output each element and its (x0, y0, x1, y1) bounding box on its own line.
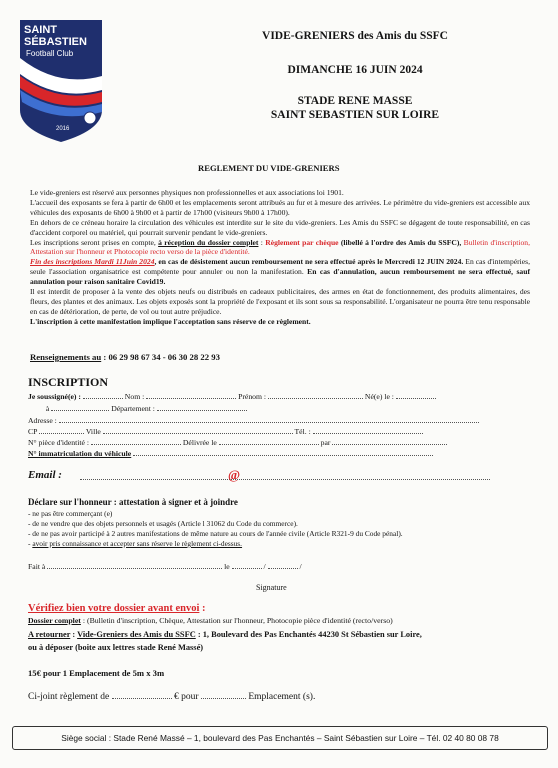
date-slash-1: / (263, 562, 266, 571)
field-ville[interactable] (103, 426, 293, 434)
declaration-last-prefix: - (28, 539, 33, 548)
prenom-label: Prénom : (238, 392, 267, 401)
retourner-org: Vide-Greniers des Amis du SSFC (77, 630, 196, 639)
logo-line1: SAINT (24, 24, 57, 36)
verify-text: Vérifiez bien votre dossier avant envoi (28, 603, 200, 614)
logo-line2: SÉBASTIEN (24, 36, 87, 48)
retourner-sep: : (70, 630, 78, 639)
par-label: par (320, 438, 331, 447)
tel-label: Tél. : (294, 427, 311, 436)
dossier-retourner (28, 630, 538, 639)
field-prenom[interactable] (268, 391, 363, 399)
event-venue: STADE RENE MASSE (297, 95, 413, 107)
je-soussigne-label: Je soussigné(e) : (28, 392, 81, 401)
footer-text: Siège social : Stade René Massé – 1, boulevard des Pas Enchantés – Saint Sébastien sur Loire – Tél. 02 40 80 08 78 (61, 733, 499, 743)
verify-heading (28, 603, 206, 614)
field-nom[interactable] (146, 391, 236, 399)
fait-a-label: Fait à (28, 562, 46, 571)
footer-box (12, 726, 548, 750)
piece-label: N° pièce d'identité : (28, 438, 90, 447)
cijoint-c: Emplacement (s). (248, 692, 316, 702)
retourner-addr: : 1, Boulevard des Pas Enchantés 44230 St Sébastien sur Loire, (195, 630, 422, 639)
rules-p5 (30, 257, 530, 287)
dossier-complet-label: Dossier complet (28, 616, 81, 625)
ne-le-label: Né(e) le : (364, 392, 394, 401)
field-tel[interactable] (313, 426, 423, 434)
rules-p4-d: Règlement par chèque (265, 237, 339, 247)
declaration-item (28, 539, 533, 549)
price-line: 15€ pour 1 Emplacement de 5m x 3m (28, 668, 165, 678)
rules-p4-f: Bulletin d'inscription, Attestation sur l'honneur et Photocopie recto verso de la pièce d'identité. (30, 237, 530, 257)
declaration-item: - de ne vendre que des objets personnels et usagés (Article l 31062 du Code du commerce). (28, 519, 298, 528)
event-date: DIMANCHE 16 JUIN 2024 (287, 64, 423, 76)
cp-label: CP (28, 427, 38, 436)
field-soussigne[interactable] (83, 391, 123, 399)
rules-p2: L'accueil des exposants se fera à partir de 6h00 et les emplacements seront attribués au fur et à mesure des arrivées. Le périmètre du vide-greniers est accessible aux véhicules des exposants de 6h00 à 9h00 et à partir de 17h00 (visiteurs 9h00 à 17h00). (30, 197, 530, 217)
rules-p5-b: , en cas de désistement aucun remboursement ne sera effectué après le Mercredi 12 JUIN 2024. (154, 257, 464, 267)
field-delivree[interactable] (219, 437, 319, 445)
row-fait-a (28, 561, 533, 571)
row-immat (28, 448, 533, 458)
declaration-item: - de ne pas avoir participé à 2 autres manifestations de même nature au cours de l'année civile (Article R321-9 du Code pénal). (28, 529, 403, 538)
verify-colon: : (199, 603, 206, 614)
field-montant[interactable] (112, 690, 172, 699)
rules-p6: Il est interdit de proposer à la vente des objets neufs ou distribués en cadeaux publicitaires, des armes en état de fonctionnement, des produits alimentaires, des fleurs, des plantes et des animaux. Les objets exposés sont la propriété de l'exposant et ils sont sous sa responsabilité. L'organisateur ne pourra être tenu responsable en cas de détérioration, de perte, de vol ou tout autre préjudice. (30, 287, 530, 316)
date-slash-2: / (299, 562, 302, 571)
signature-label: Signature (256, 583, 287, 592)
field-a[interactable] (51, 403, 109, 411)
declaration-last: avoir pris connaissance et accepter sans réserve le règlement ci-dessus. (32, 539, 243, 548)
field-fait-a[interactable] (47, 561, 222, 569)
field-cp[interactable] (39, 426, 84, 434)
dossier-complet (28, 616, 538, 625)
row-piece (28, 437, 533, 447)
field-adresse[interactable] (59, 415, 479, 423)
rules-title: REGLEMENT DU VIDE-GRENIERS (198, 163, 340, 173)
rules-p5-c: En cas d'intempéries, seule l'association organisatrice est compétente pour annuler ou non la manifestation. (30, 257, 530, 277)
rules-p1: Le vide-greniers est réservé aux personnes physiques non professionnelles et aux associations loi 1901. (30, 188, 344, 197)
event-city: SAINT SEBASTIEN SUR LOIRE (270, 109, 440, 121)
inscription-heading: INSCRIPTION (28, 375, 109, 389)
retourner-label: A retourner (28, 630, 71, 639)
cijoint-b: € pour (174, 692, 199, 702)
field-nb-emplacements[interactable] (201, 690, 246, 699)
contact-line (30, 352, 220, 362)
row-address (28, 415, 533, 425)
cijoint-line (28, 690, 315, 702)
le-label: le (224, 562, 230, 571)
delivree-label: Délivrée le (182, 438, 217, 447)
email-field[interactable] (80, 478, 490, 480)
rules-p3: En dehors de ce créneau horaire la circulation des véhicules est interdite sur le site du vide-greniers. Les Amis du SSFC se dégagent de toute responsabilité, en cas d'accident corporel ou matériel, qui pourrait survenir pendant le vide-greniers. (30, 217, 530, 237)
rules-p4-c: : (258, 237, 266, 247)
nom-label: Nom : (124, 392, 145, 401)
field-ne-le[interactable] (396, 391, 436, 399)
email-label: Email : (28, 469, 62, 481)
dossier-complet-text: : (Bulletin d'inscription, Chèque, Attestation sur l'honneur, Photocopie pièce d'identité (recto/verso) (80, 616, 393, 625)
contact-phones: : 06 29 98 67 34 - 06 30 28 22 93 (101, 352, 220, 362)
departement-label: Département : (111, 404, 155, 413)
email-at: @ (228, 467, 241, 482)
field-immat[interactable] (133, 448, 433, 456)
row-birthplace (28, 403, 533, 413)
field-le-month[interactable] (268, 561, 298, 569)
rules-p5-a: Fin des inscriptions Mardi 11Juin 2024 (30, 257, 155, 267)
declaration-list (28, 509, 533, 549)
row-cp (28, 426, 533, 436)
field-le-day[interactable] (232, 561, 262, 569)
declaration-item: - ne pas être commerçant (e) (28, 509, 113, 518)
rules-p4-b: à réception du dossier complet (158, 237, 259, 247)
declaration-title: Déclare sur l'honneur : attestation à signer et à joindre (28, 497, 238, 507)
ville-label: Ville (85, 427, 101, 436)
logo-year: 2016 (56, 126, 70, 132)
cijoint-a: Ci-joint règlement de (28, 692, 110, 702)
immat-label: N° immatriculation du véhicule (28, 449, 132, 458)
contact-label: Renseignements au (30, 352, 102, 362)
field-piece[interactable] (91, 437, 181, 445)
rules-p4-e: (libellé à l'ordre des Amis du SSFC), (338, 237, 464, 247)
event-title: VIDE-GRENIERS des Amis du SSFC (262, 30, 448, 42)
rules-p7: L'inscription à cette manifestation implique l'acceptation sans réserve de ce règlement. (30, 316, 311, 326)
rules-p4-a: Les inscriptions seront prises en compte, (30, 237, 159, 247)
rules-text (30, 188, 530, 327)
field-par[interactable] (332, 437, 447, 445)
rules-p5-d: En cas d'annulation, aucun remboursement ne sera effectué, sauf annulation pour raison sanitaire Covid19. (30, 267, 530, 287)
field-departement[interactable] (157, 403, 247, 411)
club-logo (18, 18, 104, 144)
row-identity (28, 391, 533, 401)
dossier-deposer: ou à déposer (boite aux lettres stade René Massé) (28, 643, 204, 652)
logo-line3: Football Club (26, 49, 74, 58)
rules-p4 (30, 238, 530, 258)
adresse-label: Adresse : (28, 416, 57, 425)
a-label: à (45, 404, 50, 413)
